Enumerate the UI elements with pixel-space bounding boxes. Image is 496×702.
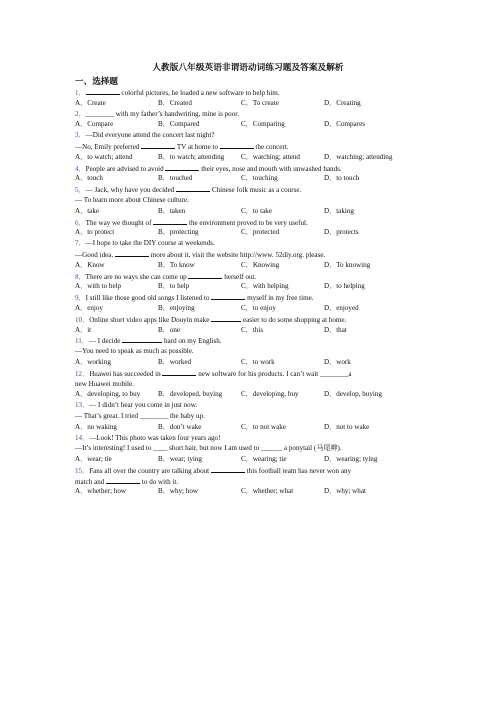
option-a[interactable]: A．Know: [75, 260, 105, 269]
question-15-continued: match and to do with it.: [75, 477, 179, 486]
option-b[interactable]: B．don’t wake: [158, 422, 202, 431]
question-11-reply: —You need to speak as much as possible.: [75, 347, 194, 356]
option-d[interactable]: D．that: [324, 325, 347, 334]
option-c[interactable]: C．to take: [241, 206, 272, 215]
option-a[interactable]: A．developing, to buy: [75, 390, 141, 399]
option-c[interactable]: C．To create: [241, 98, 279, 107]
question-8-options: [75, 281, 425, 292]
option-d[interactable]: D．work: [324, 357, 351, 366]
option-d[interactable]: D．wearing; tying: [324, 455, 378, 464]
question-13-options: [75, 422, 425, 433]
option-a[interactable]: A．wear; tie: [75, 455, 112, 464]
question-8-stem: 8．There are no ways she can come up herself out.: [75, 272, 257, 281]
question-4-stem: 4．People are advised to avoid their eyes, nose and mouth with unwashed hands.: [75, 164, 342, 173]
question-6-stem: 6．The way we thought of the environment proved to be very useful.: [75, 218, 308, 227]
option-b[interactable]: B．wear; tying: [158, 455, 202, 464]
option-c[interactable]: C．touching: [241, 174, 278, 183]
option-d[interactable]: D．protects: [324, 228, 359, 237]
question-11-stem: 11．— I decide hard on my English.: [75, 337, 222, 346]
option-c[interactable]: C．watching; attend: [241, 152, 300, 161]
option-c[interactable]: C．to work: [241, 357, 275, 366]
option-d[interactable]: D．watching; attending: [324, 152, 393, 161]
option-c[interactable]: C．wearing; tie: [241, 455, 287, 464]
question-3-reply: —No, Emily preferred TV at home to the concert.: [75, 142, 289, 151]
option-a[interactable]: A．Compare: [75, 120, 114, 129]
question-2-options: [75, 119, 425, 130]
question-11-options: [75, 357, 425, 368]
option-d[interactable]: D．To knowing: [324, 260, 371, 269]
option-a[interactable]: A．no waking: [75, 422, 117, 431]
option-c[interactable]: C．with helping: [241, 282, 289, 291]
question-1-stem: 1． colorful pictures, he loaded a new software to help him.: [75, 89, 280, 97]
question-4-options: [75, 173, 425, 184]
document-title: 人教版八年级英语非谓语动词练习题及答案及解析: [152, 63, 344, 73]
option-a[interactable]: A．working: [75, 357, 111, 366]
option-c[interactable]: C．developing, buy: [241, 390, 299, 399]
option-c[interactable]: C．Comparing: [241, 120, 285, 129]
option-d[interactable]: D．to touch: [324, 174, 360, 183]
option-d[interactable]: D．Creating: [324, 98, 361, 107]
option-b[interactable]: B．To know: [158, 260, 195, 269]
option-c[interactable]: C．whether; what: [241, 487, 294, 496]
option-a[interactable]: A．take: [75, 206, 100, 215]
option-a[interactable]: A．Create: [75, 98, 106, 107]
option-a[interactable]: A．it: [75, 325, 92, 334]
question-12-continued: new Huawei mobile.: [75, 379, 134, 388]
question-1-options: [75, 98, 425, 109]
option-c[interactable]: C．Knowing: [241, 260, 280, 269]
option-a[interactable]: A．to protect: [75, 228, 115, 237]
section-heading: 一、选择题: [75, 77, 118, 87]
question-9-stem: 9．I still like those good old songs I listened to myself in my free time.: [75, 294, 314, 303]
option-b[interactable]: B．protecting: [158, 228, 199, 237]
option-a[interactable]: A．enjoy: [75, 303, 103, 312]
question-10-options: [75, 325, 425, 336]
option-d[interactable]: D．taking: [324, 206, 354, 215]
option-b[interactable]: B．Created: [158, 98, 192, 107]
option-b[interactable]: B．worked: [158, 357, 192, 366]
option-b[interactable]: B．to help: [158, 282, 190, 291]
option-c[interactable]: C．protected: [241, 228, 280, 237]
question-15-options: [75, 486, 425, 497]
option-d[interactable]: D．enjoyed: [324, 303, 359, 312]
question-14-stem: 14．—Look! This photo was taken four years ago!: [75, 433, 221, 442]
question-15-stem: 15．Fans all over the country are talking about this football team has never won any: [75, 466, 352, 475]
option-d[interactable]: D．develop, buying: [324, 390, 382, 399]
question-7-stem: 7．—I hope to take the DIY course at weekends.: [75, 239, 215, 248]
option-b[interactable]: B．enjoying: [158, 303, 195, 312]
question-6-options: [75, 227, 425, 238]
option-b[interactable]: B．developed, buying: [158, 390, 223, 399]
question-5-reply: — To learn more about Chinese culture.: [75, 195, 189, 204]
question-12-stem: 12．Huawei has succeeded in new software for his products. I can’t wait ________a: [75, 369, 352, 378]
question-5-options: [75, 206, 425, 217]
option-d[interactable]: D．Compares: [324, 120, 365, 129]
question-14-options: [75, 454, 425, 465]
option-d[interactable]: D．why; what: [324, 487, 366, 496]
option-b[interactable]: B．taken: [158, 206, 186, 215]
option-a[interactable]: A．touch: [75, 174, 103, 183]
question-14-reply: —It’s interesting! I used to ____ short hair, but now I am used to ______ a ponytail (马尾辫).: [75, 444, 342, 453]
question-7-reply: —Good idea. more about it, visit the website http://www. 52diy.org. please.: [75, 250, 326, 259]
option-a[interactable]: A．with to help: [75, 282, 122, 291]
question-list: [75, 87, 425, 497]
option-d[interactable]: D．to helping: [324, 282, 365, 291]
option-c[interactable]: C．this: [241, 325, 264, 334]
question-7-options: [75, 260, 425, 271]
option-a[interactable]: A．whether; how: [75, 487, 127, 496]
option-b[interactable]: B．touched: [158, 174, 193, 183]
option-b[interactable]: B．one: [158, 325, 181, 334]
option-c[interactable]: C．to enjoy: [241, 303, 276, 312]
question-9-options: [75, 303, 425, 314]
question-5-stem: 5．— Jack, why have you decided Chinese folk music as a course.: [75, 186, 302, 195]
question-2-stem: 2．________ with my father’s handwriting, mine is poor.: [75, 109, 239, 118]
option-b[interactable]: B．to watch; attending: [158, 152, 225, 161]
option-b[interactable]: B．Compared: [158, 120, 200, 129]
question-13-stem: 13．— I didn’t hear you come in just now.: [75, 401, 198, 410]
question-3-stem: 3．—Did everyone attend the concert last night?: [75, 131, 215, 140]
question-12-options: [75, 389, 425, 400]
option-d[interactable]: D．not to wake: [324, 422, 370, 431]
option-a[interactable]: A．to watch; attend: [75, 152, 133, 161]
question-3-options: [75, 152, 425, 163]
question-13-reply: — That’s great. I tried ________ the baby up.: [75, 411, 205, 420]
option-b[interactable]: B．why; how: [158, 487, 199, 496]
question-10-stem: 10．Online short video apps like Douyin make easier to do some shopping at home.: [75, 315, 347, 324]
option-c[interactable]: C．to not wake: [241, 422, 286, 431]
